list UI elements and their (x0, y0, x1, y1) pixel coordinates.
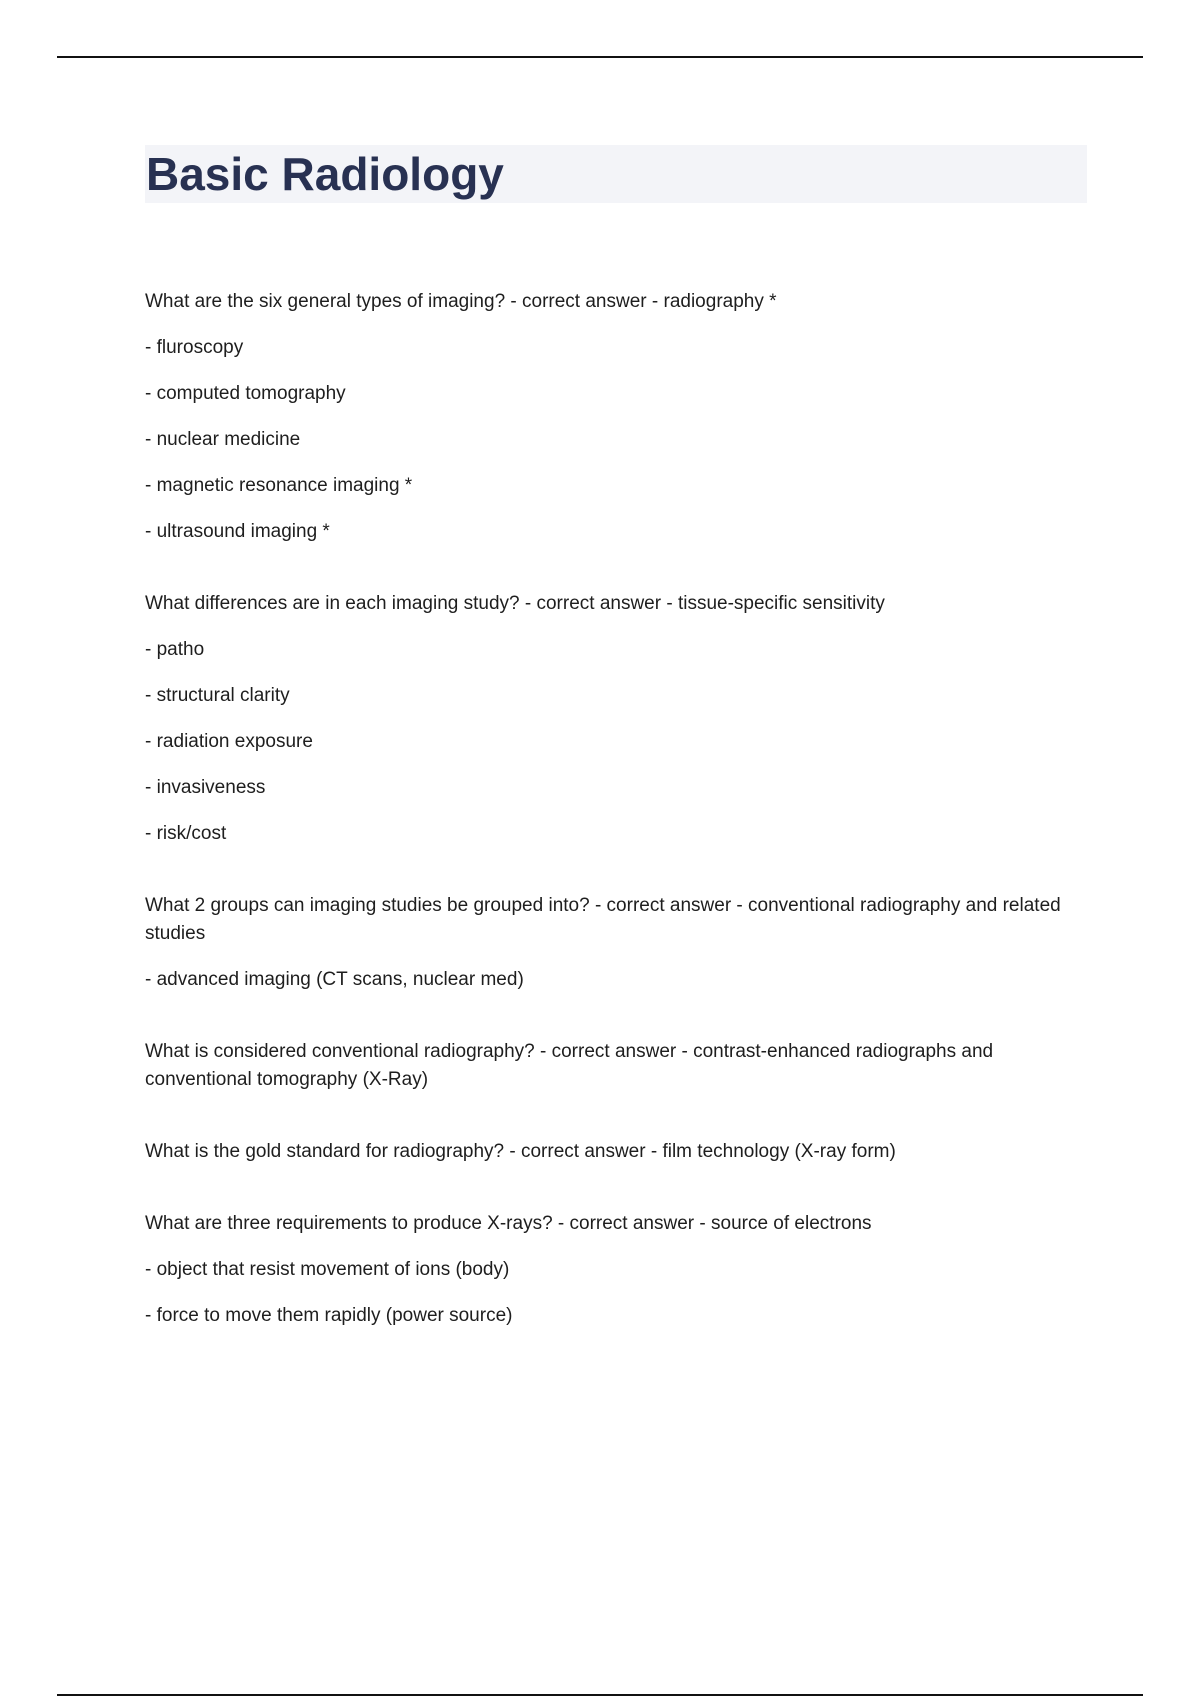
document-body (145, 288, 1065, 1330)
qa-item-4 (145, 1038, 1065, 1094)
page-title: Basic Radiology (146, 148, 504, 200)
header-rule (57, 56, 1143, 58)
answer-line: - structural clarity (145, 685, 290, 706)
answer-line: - patho (145, 639, 205, 660)
answer-line: - fluroscopy (145, 337, 244, 358)
footer-rule (57, 1694, 1143, 1696)
qa-item-3 (145, 892, 1065, 994)
answer-line: - object that resist movement of ions (body) (145, 1259, 510, 1280)
qa-item-2 (145, 590, 1065, 848)
answer-line: - nuclear medicine (145, 429, 301, 450)
answer-line: - risk/cost (145, 823, 227, 844)
question-line: What are the six general types of imaging? - correct answer - radiography * (145, 291, 777, 312)
answer-line: - advanced imaging (CT scans, nuclear med) (145, 969, 524, 990)
qa-item-5 (145, 1138, 1065, 1166)
answer-line: - invasiveness (145, 777, 266, 798)
question-line: What 2 groups can imaging studies be grouped into? - correct answer - conventional radiography and related studies (145, 895, 1061, 944)
question-line: What is the gold standard for radiography? - correct answer - film technology (X-ray form) (145, 1141, 896, 1162)
qa-item-1 (145, 288, 1065, 546)
answer-line: - magnetic resonance imaging * (145, 475, 413, 496)
answer-line: - ultrasound imaging * (145, 521, 330, 542)
answer-line: - force to move them rapidly (power source) (145, 1305, 513, 1326)
question-line: What are three requirements to produce X-rays? - correct answer - source of electrons (145, 1213, 872, 1234)
qa-item-6 (145, 1210, 1065, 1330)
answer-line: - computed tomography (145, 383, 346, 404)
question-line: What is considered conventional radiography? - correct answer - contrast-enhanced radiographs and conventional tomography (X-Ray) (145, 1041, 994, 1090)
answer-line: - radiation exposure (145, 731, 313, 752)
question-line: What differences are in each imaging study? - correct answer - tissue-specific sensitivity (145, 593, 885, 614)
